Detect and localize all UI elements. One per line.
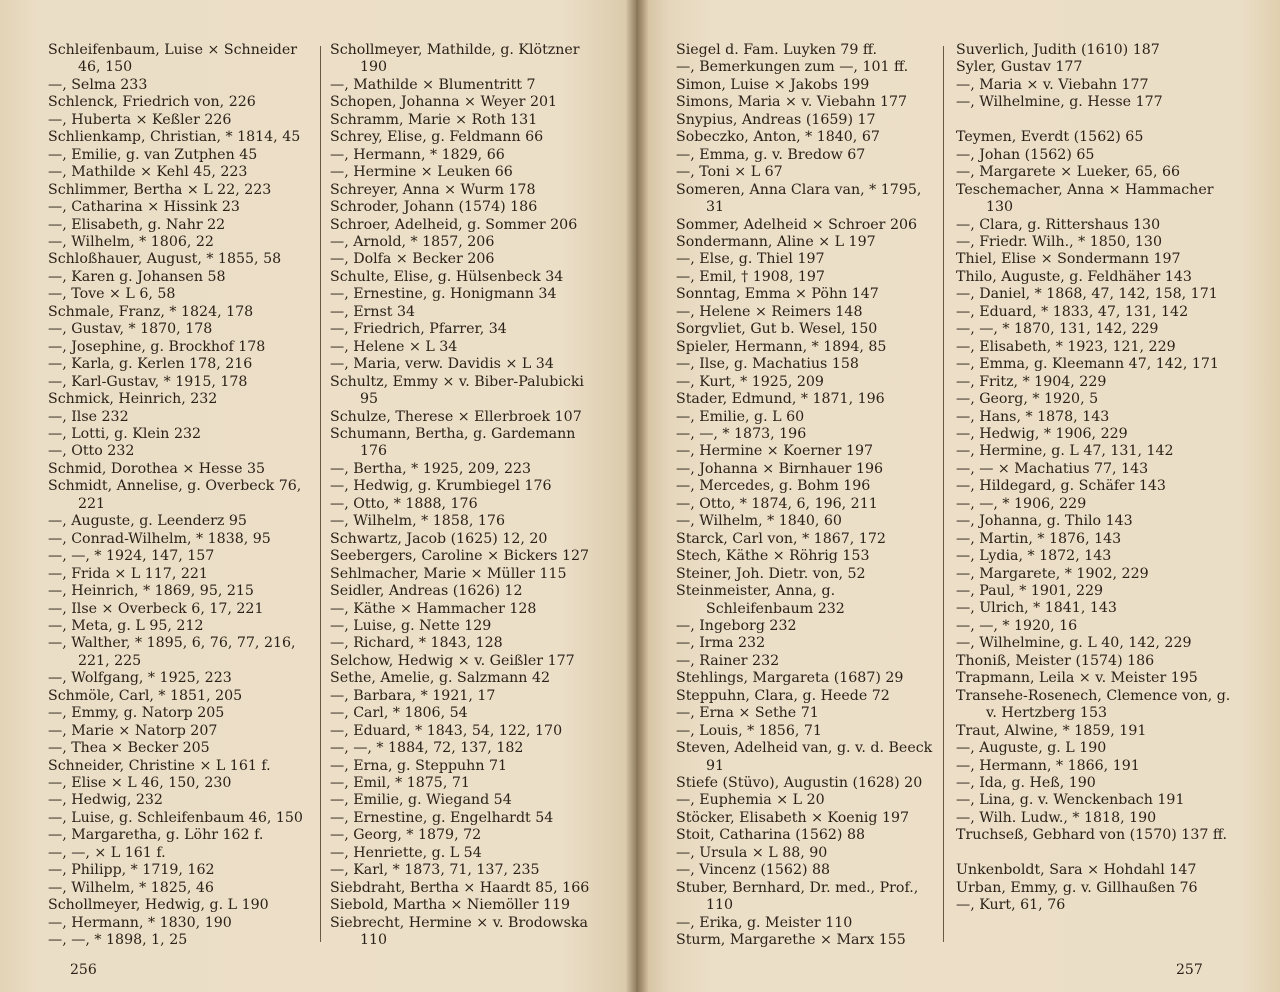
index-entry: —, Hedwig, g. Krumbiegel 176 [330, 478, 552, 495]
index-entry: Stiefe (Stüvo), Augustin (1628) 20 [676, 775, 923, 792]
index-entry: Schlimmer, Bertha × L 22, 223 [48, 181, 272, 198]
index-entry: —, Wilhelm, * 1858, 176 [330, 513, 505, 530]
index-entry: —, Käthe × Hammacher 128 [330, 600, 537, 617]
index-entry: —, Meta, g. L 95, 212 [48, 617, 204, 634]
index-entry: —, Wilhelm, * 1806, 22 [48, 233, 214, 250]
index-entry: —, Wilh. Ludw., * 1818, 190 [956, 809, 1157, 826]
index-entry: —, Bertha, * 1925, 209, 223 [330, 460, 532, 477]
index-entry: —, Mathilde × Kehl 45, 223 [48, 164, 248, 181]
index-entry: Thilo, Auguste, g. Feldhäher 143 [956, 268, 1192, 285]
index-entry: —, Kurt, * 1925, 209 [676, 373, 824, 390]
index-entry: —, Wilhelmine, g. Hesse 177 [956, 94, 1163, 111]
index-entry: —, Johanna × Birnhauer 196 [676, 460, 884, 477]
index-entry: —, —, * 1924, 147, 157 [48, 548, 215, 565]
index-entry: Schloßhauer, August, * 1855, 58 [48, 251, 282, 268]
index-entry: —, Georg, * 1920, 5 [956, 391, 1099, 408]
index-entry: —, Karl, * 1873, 71, 137, 235 [330, 862, 540, 879]
index-entry: —, Eduard, * 1833, 47, 131, 142 [956, 303, 1189, 320]
book-gutter [626, 0, 648, 992]
index-entry: —, Frida × L 117, 221 [48, 565, 208, 582]
index-entry: —, Hermine, g. L 47, 131, 142 [956, 443, 1174, 460]
index-entry: Stuber, Bernhard, Dr. med., Prof., 110 [676, 879, 919, 914]
index-entry: Sturm, Margarethe × Marx 155 [676, 932, 906, 949]
index-entry: —, Huberta × Keßler 226 [48, 111, 232, 128]
index-entry: Spieler, Hermann, * 1894, 85 [676, 338, 887, 355]
index-entry: Sonntag, Emma × Pöhn 147 [676, 286, 879, 303]
index-entry: —, Maria, verw. Davidis × L 34 [330, 356, 554, 373]
index-entry: —, Tove × L 6, 58 [48, 286, 176, 303]
index-entry: —, Conrad-Wilhelm, * 1838, 95 [48, 530, 271, 547]
index-entry: Someren, Anna Clara van, * 1795, 31 [676, 181, 922, 216]
index-entry: —, Dolfa × Becker 206 [330, 251, 495, 268]
index-entry: —, Karl-Gustav, * 1915, 178 [48, 373, 248, 390]
index-entry: —, Emma, g. Kleemann 47, 142, 171 [956, 356, 1219, 373]
index-entry: —, Martin, * 1876, 143 [956, 530, 1122, 547]
index-entry: Truchseß, Gebhard von (1570) 137 ff. [956, 827, 1227, 844]
index-entry: Sethe, Amelie, g. Salzmann 42 [330, 670, 550, 687]
index-entry: —, Emilie, g. L 60 [676, 408, 805, 425]
index-entry: —, Elisabeth, * 1923, 121, 229 [956, 338, 1176, 355]
index-entry: —, Johanna, g. Thilo 143 [956, 513, 1133, 530]
index-entry: Schramm, Marie × Roth 131 [330, 111, 538, 128]
index-entry: Schollmeyer, Hedwig, g. L 190 [48, 897, 269, 914]
index-entry: —, Luise, g. Schleifenbaum 46, 150 [48, 809, 303, 826]
index-entry: Schmidt, Annelise, g. Overbeck 76, 221 [48, 478, 302, 512]
index-entry: —, Richard, * 1843, 128 [330, 635, 503, 652]
index-entry: —, Bemerkungen zum —, 101 ff. [676, 59, 909, 76]
right-page [636, 0, 1280, 992]
index-entry: Schlienkamp, Christian, * 1814, 45 [48, 129, 301, 146]
index-entry: Sondermann, Aline × L 197 [676, 233, 876, 250]
index-entry: —, Margarete, * 1902, 229 [956, 565, 1149, 582]
index-entry: Schwartz, Jacob (1625) 12, 20 [330, 530, 548, 547]
index-entry: —, Ingeborg 232 [676, 617, 797, 634]
index-entry: Steiner, Joh. Dietr. von, 52 [676, 565, 866, 582]
index-entry: —, Erna, g. Steppuhn 71 [330, 757, 508, 774]
index-entry: —, Catharina × Hissink 23 [48, 199, 240, 216]
index-entry: Schmöle, Carl, * 1851, 205 [48, 687, 243, 704]
index-entry: Stech, Käthe × Röhrig 153 [676, 548, 870, 565]
index-entry: Schneider, Christine × L 161 f. [48, 757, 271, 774]
index-entry: Syler, Gustav 177 [956, 59, 1083, 76]
index-entry: —, Emmy, g. Natorp 205 [48, 705, 225, 722]
index-entry: Unkenboldt, Sara × Hohdahl 147 [956, 862, 1197, 879]
index-entry: —, Emma, g. v. Bredow 67 [676, 146, 866, 163]
index-entry: —, Walther, * 1895, 6, 76, 77, 216, 221, 225 [48, 635, 296, 669]
index-entry: Schrey, Elise, g. Feldmann 66 [330, 129, 544, 146]
index-column-1 [48, 42, 316, 950]
index-entry: —, Fritz, * 1904, 229 [956, 373, 1107, 390]
index-entry: Teschemacher, Anna × Hammacher 130 [956, 181, 1214, 216]
index-column-2 [330, 42, 592, 950]
index-entry: —, Ernestine, g. Engelhardt 54 [330, 809, 554, 826]
index-entry: Schmale, Franz, * 1824, 178 [48, 303, 254, 320]
index-entry: Selchow, Hedwig × v. Geißler 177 [330, 652, 575, 669]
index-entry: —, Irma 232 [676, 635, 766, 652]
index-entry: —, Lotti, g. Klein 232 [48, 425, 202, 442]
index-entry: —, Lina, g. v. Wenckenbach 191 [956, 792, 1185, 809]
index-entry: Schmick, Heinrich, 232 [48, 391, 218, 408]
index-entry: —, Helene × Reimers 148 [676, 303, 863, 320]
column-divider [943, 46, 944, 942]
index-entry: —, Hermann, * 1830, 190 [48, 914, 232, 931]
index-entry: Schlenck, Friedrich von, 226 [48, 94, 256, 111]
index-entry: —, —, * 1906, 229 [956, 495, 1087, 512]
index-entry: —, —, * 1870, 131, 142, 229 [956, 321, 1159, 338]
index-entry: —, Emil, † 1908, 197 [676, 268, 825, 285]
index-entry: Schumann, Bertha, g. Gardemann 176 [330, 425, 576, 460]
page-number: 256 [70, 962, 97, 978]
index-entry: —, Louis, * 1856, 71 [676, 722, 822, 739]
index-entry: —, Kurt, 61, 76 [956, 897, 1066, 914]
index-entry: —, Lydia, * 1872, 143 [956, 548, 1112, 565]
index-entry: —, Elise × L 46, 150, 230 [48, 775, 232, 792]
index-entry: —, Clara, g. Rittershaus 130 [956, 216, 1161, 233]
index-entry: Starck, Carl von, * 1867, 172 [676, 530, 886, 547]
index-entry: Seebergers, Caroline × Bickers 127 [330, 548, 590, 565]
index-entry: Schroer, Adelheid, g. Sommer 206 [330, 216, 578, 233]
index-entry: —, Daniel, * 1868, 47, 142, 158, 171 [956, 286, 1218, 303]
index-entry: —, —, * 1884, 72, 137, 182 [330, 740, 524, 757]
index-entry: Schultz, Emmy × v. Biber-Palubicki 95 [330, 373, 584, 408]
index-entry: Schmid, Dorothea × Hesse 35 [48, 460, 266, 477]
index-entry: —, Wilhelm, * 1825, 46 [48, 879, 214, 896]
index-entry: —, Auguste, g. L 190 [956, 740, 1107, 757]
index-entry: —, Hermine × Koerner 197 [676, 443, 874, 460]
index-entry: Siebdraht, Bertha × Haardt 85, 166 [330, 879, 590, 896]
index-entry: Steinmeister, Anna, g. Schleifenbaum 232 [676, 583, 845, 617]
index-entry: —, Emilie, g. van Zutphen 45 [48, 146, 258, 163]
page-number: 257 [1176, 962, 1203, 978]
index-entry: Simon, Luise × Jakobs 199 [676, 76, 870, 93]
index-entry: —, Hedwig, * 1906, 229 [956, 425, 1128, 442]
index-entry: Schulte, Elise, g. Hülsenbeck 34 [330, 268, 564, 285]
index-entry: Snypius, Andreas (1659) 17 [676, 111, 876, 128]
index-entry: —, Mathilde × Blumentritt 7 [330, 76, 536, 93]
index-entry: —, Helene × L 34 [330, 338, 458, 355]
index-entry: —, Mercedes, g. Bohm 196 [676, 478, 871, 495]
index-entry: —, Else, g. Thiel 197 [676, 251, 825, 268]
index-entry: Schroder, Johann (1574) 186 [330, 199, 538, 216]
index-entry: —, Vincenz (1562) 88 [676, 862, 831, 879]
index-entry: —, Luise, g. Nette 129 [330, 617, 492, 634]
index-entry: Sobeczko, Anton, * 1840, 67 [676, 129, 880, 146]
index-entry: —, Hans, * 1878, 143 [956, 408, 1110, 425]
index-entry: —, Otto, * 1888, 176 [330, 495, 478, 512]
index-entry: —, Hedwig, 232 [48, 792, 163, 809]
index-entry: —, Heinrich, * 1869, 95, 215 [48, 583, 254, 600]
index-entry: —, —, * 1920, 16 [956, 617, 1078, 634]
index-entry: —, Hermann, * 1829, 66 [330, 146, 505, 163]
index-entry: —, Erna × Sethe 71 [676, 705, 819, 722]
index-entry: Siegel d. Fam. Luyken 79 ff. [676, 42, 877, 58]
index-entry: —, —, * 1873, 196 [676, 425, 807, 442]
index-entry: Steven, Adelheid van, g. v. d. Beeck 91 [676, 740, 933, 774]
index-entry: —, Emil, * 1875, 71 [330, 775, 470, 792]
index-entry: —, Karen g. Johansen 58 [48, 268, 226, 285]
index-entry: —, Rainer 232 [676, 652, 780, 669]
index-column-4 [956, 42, 1236, 915]
index-entry: —, Ilse 232 [48, 408, 129, 425]
index-entry: Steppuhn, Clara, g. Heede 72 [676, 687, 890, 704]
index-entry: Teymen, Everdt (1562) 65 [956, 129, 1144, 146]
index-entry: Siebrecht, Hermine × v. Brodowska 110 [330, 914, 588, 949]
index-entry: Thiel, Elise × Sondermann 197 [956, 251, 1181, 268]
index-entry: —, Euphemia × L 20 [676, 792, 825, 809]
index-entry: —, Ilse, g. Machatius 158 [676, 356, 859, 373]
index-entry: —, Ilse × Overbeck 6, 17, 221 [48, 600, 264, 617]
index-entry: Schreyer, Anna × Wurm 178 [330, 181, 536, 198]
index-column-3 [676, 42, 938, 950]
index-entry: Stöcker, Elisabeth × Koenig 197 [676, 809, 910, 826]
left-page [0, 0, 636, 992]
index-entry: —, Henriette, g. L 54 [330, 844, 482, 861]
index-entry: Simons, Maria × v. Viebahn 177 [676, 94, 908, 111]
index-entry: Schollmeyer, Mathilde, g. Klötzner 190 [330, 42, 580, 76]
index-entry: —, Arnold, * 1857, 206 [330, 233, 495, 250]
index-entry: —, Paul, * 1901, 229 [956, 583, 1104, 600]
index-entry: —, Wilhelm, * 1840, 60 [676, 513, 842, 530]
index-entry: Siebold, Martha × Niemöller 119 [330, 897, 571, 914]
index-entry: —, Otto, * 1874, 6, 196, 211 [676, 495, 878, 512]
index-entry: —, Toni × L 67 [676, 164, 783, 181]
index-entry: —, Gustav, * 1870, 178 [48, 321, 213, 338]
index-entry: —, Margarete × Lueker, 65, 66 [956, 164, 1181, 181]
index-entry: Transehe-Rosenech, Clemence von, g. v. Hertzberg 153 [956, 687, 1231, 722]
index-entry: Schulze, Therese × Ellerbroek 107 [330, 408, 582, 425]
index-entry: Schopen, Johanna × Weyer 201 [330, 94, 558, 111]
index-entry: Thoniß, Meister (1574) 186 [956, 652, 1155, 669]
index-entry: —, — × Machatius 77, 143 [956, 460, 1149, 477]
index-entry: —, Philipp, * 1719, 162 [48, 862, 215, 879]
index-entry: —, Thea × Becker 205 [48, 740, 210, 757]
index-entry: —, Ernst 34 [330, 303, 416, 320]
index-entry: —, Otto 232 [48, 443, 135, 460]
index-entry: —, Ernestine, g. Honigmann 34 [330, 286, 557, 303]
index-entry: —, —, × L 161 f. [48, 844, 166, 861]
index-entry: —, Friedrich, Pfarrer, 34 [330, 321, 507, 338]
index-entry: —, Johan (1562) 65 [956, 146, 1095, 163]
index-entry: —, Marie × Natorp 207 [48, 722, 218, 739]
index-entry: —, Eduard, * 1843, 54, 122, 170 [330, 722, 563, 739]
index-entry: —, Hermine × Leuken 66 [330, 164, 513, 181]
index-entry: —, Hermann, * 1866, 191 [956, 757, 1140, 774]
index-entry: Seidler, Andreas (1626) 12 [330, 583, 523, 600]
index-entry: —, Emilie, g. Wiegand 54 [330, 792, 512, 809]
index-entry: —, —, * 1898, 1, 25 [48, 932, 188, 949]
index-entry: —, Auguste, g. Leenderz 95 [48, 513, 247, 530]
index-entry: —, Josephine, g. Brockhof 178 [48, 338, 266, 355]
index-entry: Suverlich, Judith (1610) 187 [956, 42, 1160, 58]
index-entry: —, Selma 233 [48, 76, 148, 93]
index-entry: Traut, Alwine, * 1859, 191 [956, 722, 1147, 739]
index-entry: —, Georg, * 1879, 72 [330, 827, 482, 844]
index-entry: Sommer, Adelheid × Schroer 206 [676, 216, 918, 233]
index-entry: —, Carl, * 1806, 54 [330, 705, 468, 722]
index-entry: —, Ida, g. Heß, 190 [956, 775, 1096, 792]
index-entry: —, Maria × v. Viebahn 177 [956, 76, 1149, 93]
index-entry: —, Wilhelmine, g. L 40, 142, 229 [956, 635, 1192, 652]
index-entry: —, Barbara, * 1921, 17 [330, 687, 496, 704]
index-entry: —, Karla, g. Kerlen 178, 216 [48, 356, 253, 373]
index-entry: —, Ursula × L 88, 90 [676, 844, 828, 861]
index-entry: Urban, Emmy, g. v. Gillhaußen 76 [956, 879, 1198, 896]
index-entry: —, Hildegard, g. Schäfer 143 [956, 478, 1166, 495]
index-entry: —, Erika, g. Meister 110 [676, 914, 853, 931]
index-entry: —, Wolfgang, * 1925, 223 [48, 670, 232, 687]
index-entry: Trapmann, Leila × v. Meister 195 [956, 670, 1198, 687]
index-entry: —, Friedr. Wilh., * 1850, 130 [956, 233, 1162, 250]
index-entry: Stehlings, Margareta (1687) 29 [676, 670, 904, 687]
index-entry: Stoit, Catharina (1562) 88 [676, 827, 865, 844]
column-divider [320, 46, 321, 942]
index-entry: Schleifenbaum, Luise × Schneider 46, 150 [48, 42, 298, 76]
index-entry: —, Elisabeth, g. Nahr 22 [48, 216, 226, 233]
index-entry: Stader, Edmund, * 1871, 196 [676, 391, 885, 408]
index-entry: Sehlmacher, Marie × Müller 115 [330, 565, 567, 582]
index-entry: —, Margaretha, g. Löhr 162 f. [48, 827, 264, 844]
index-entry: —, Ulrich, * 1841, 143 [956, 600, 1117, 617]
index-entry: Sorgvliet, Gut b. Wesel, 150 [676, 321, 878, 338]
